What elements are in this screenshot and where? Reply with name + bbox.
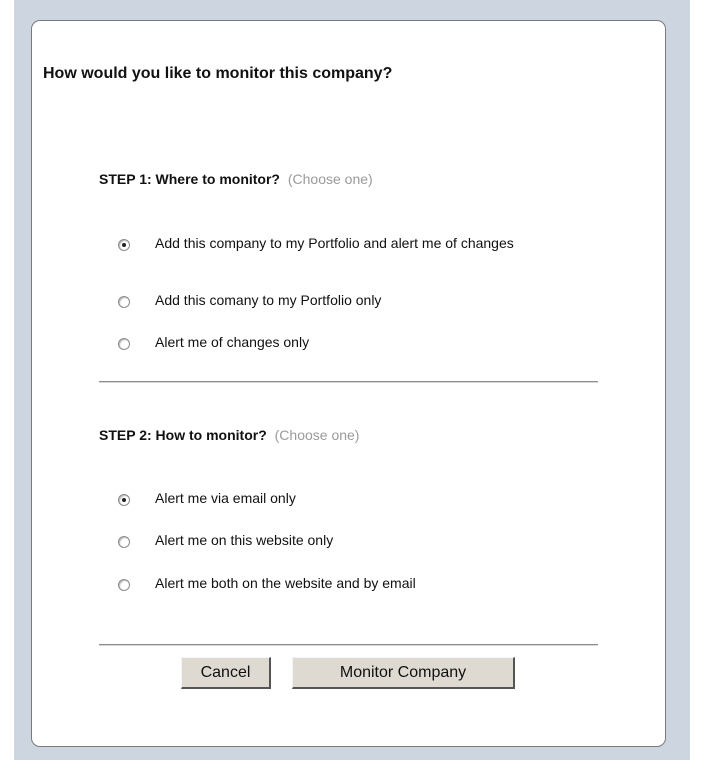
cancel-button[interactable]: Cancel	[181, 657, 271, 689]
radio-button-website-only[interactable]	[118, 536, 130, 548]
option-label: Alert me on this website only	[155, 532, 334, 548]
radio-button-alert-only[interactable]	[118, 338, 130, 350]
radio-button-portfolio-only[interactable]	[118, 296, 130, 308]
step2-option-website-and-email[interactable]	[118, 575, 558, 594]
monitor-company-dialog	[31, 20, 666, 747]
step2-option-email-only[interactable]	[118, 490, 558, 509]
option-label: Alert me both on the website and by email	[155, 575, 416, 591]
step2-label: STEP 2: How to monitor?	[99, 427, 267, 443]
section-divider	[99, 381, 598, 383]
dialog-title: How would you like to monitor this company?	[43, 65, 393, 82]
step2-hint: (Choose one)	[274, 427, 360, 443]
option-label: Alert me of changes only	[155, 334, 310, 350]
step2-option-website-only[interactable]	[118, 532, 558, 551]
step1-label: STEP 1: Where to monitor?	[99, 171, 280, 187]
option-label: Alert me via email only	[155, 490, 296, 506]
monitor-company-button[interactable]: Monitor Company	[292, 657, 515, 689]
step2-heading	[99, 427, 359, 443]
step1-option-portfolio-and-alert[interactable]	[118, 235, 558, 254]
step1-heading	[99, 171, 373, 187]
option-label: Add this comany to my Portfolio only	[155, 292, 382, 308]
radio-button-portfolio-and-alert[interactable]	[118, 239, 130, 251]
step1-option-alert-only[interactable]	[118, 334, 558, 353]
radio-button-email-only[interactable]	[118, 494, 130, 506]
step1-hint: (Choose one)	[287, 171, 373, 187]
radio-button-website-and-email[interactable]	[118, 579, 130, 591]
step1-option-portfolio-only[interactable]	[118, 292, 558, 311]
option-label: Add this company to my Portfolio and alert me of changes	[155, 235, 514, 251]
footer-divider	[99, 644, 598, 646]
